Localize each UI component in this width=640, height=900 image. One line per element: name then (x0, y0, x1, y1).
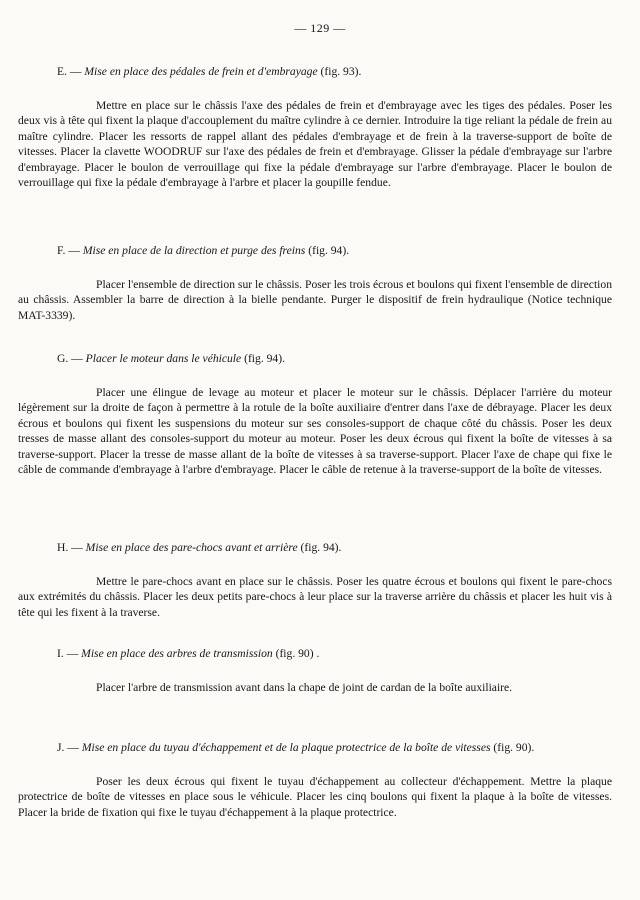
section-heading (18, 741, 612, 755)
section-body: Placer une élingue de levage au moteur et placer le moteur sur le châssis. Déplacer l'arrière du moteur légèrement sur la droite de façon à permettre à la rotule de la boîte auxiliaire d'entrer dans l'axe de débrayage. Placer les deux écrous et boulons qui fixent les suspensions du moteur sur ses consoles-support de chaque côté du châssis. Poser les deux tresses de masse allant des consoles-support du moteur au moteur. Poser les deux écrous qui fixent la boîte de vitesses à sa traverse-support. Placer la tresse de masse allant de la boîte de vitesses à sa traverse-support. Placer l'axe de chape qui fixe le câble de commande d'embrayage à l'arbre d'embrayage. Placer le câble de retenue à la traverse-support de la boîte de vitesses. (18, 386, 612, 477)
section-heading (18, 352, 612, 366)
section-title: Placer le moteur dans le véhicule (85, 352, 242, 365)
section-title: Mise en place des arbres de transmission (81, 647, 273, 660)
section-i (18, 647, 612, 695)
section-title: Mise en place de la direction et purge des freins (82, 244, 306, 257)
page-number: — 129 — (294, 21, 346, 35)
section-letter: H. — (57, 541, 83, 554)
figure-reference: (fig. 94). (244, 352, 285, 365)
section-heading (18, 65, 612, 79)
section-title: Mise en place des pédales de frein et d'embrayage (84, 65, 318, 78)
section-letter: E. — (57, 65, 82, 78)
figure-reference: (fig. 94). (300, 541, 342, 554)
figure-reference: (fig. 90) . (275, 647, 320, 660)
section-title: Mise en place des pare-chocs avant et arrière (85, 541, 298, 554)
section-letter: G. — (57, 352, 83, 365)
figure-reference: (fig. 93). (320, 65, 362, 78)
section-body: Poser les deux écrous qui fixent le tuyau d'échappement au collecteur d'échappement. Mettre la plaque protectrice de boîte de vitesses en place sous le véhicule. Placer les cinq boulons qui fixent la plaque à la boîte de vitesses. Placer la bride de fixation qui fixe le tuyau d'échappement à la plaque protectrice. (18, 775, 612, 819)
section-heading (18, 647, 612, 661)
section-letter: I. — (57, 647, 79, 660)
section-body: Placer l'ensemble de direction sur le châssis. Poser les trois écrous et boulons qui fixent l'ensemble de direction au châssis. Assembler la barre de direction à la bielle pendante. Purger le dispositif de frein hydraulique (Notice technique MAT-3339). (18, 278, 612, 322)
section-letter: J. — (57, 741, 79, 754)
section-g (18, 352, 612, 477)
section-body: Mettre en place sur le châssis l'axe des pédales de frein et d'embrayage avec les tiges des pédales. Poser les deux vis à tête qui fixent la plaque d'accouplement du maître cylindre à ce dernier. Introduire la tige reliant la pédale de frein au maître cylindre. Placer les ressorts de rappel allant des pédales d'embrayage et de frein à la traverse-support de boîte de vitesses. Placer la clavette WOODRUF sur l'axe des pédales de frein et d'embrayage. Glisser la pédale d'embrayage sur l'arbre d'embrayage. Placer le boulon de verrouillage qui fixe la pédale d'embrayage sur l'arbre d'embrayage. Placer le boulon de verrouillage qui fixe la pédale d'embrayage à l'arbre et placer la goupille fendue. (18, 99, 612, 190)
section-e (18, 65, 612, 190)
section-body: Placer l'arbre de transmission avant dans la chape de joint de cardan de la boîte auxiliaire. (96, 681, 513, 694)
section-j (18, 741, 612, 820)
section-letter: F. — (57, 244, 80, 257)
figure-reference: (fig. 94). (308, 244, 350, 257)
section-f (18, 244, 612, 323)
section-heading (18, 244, 612, 258)
section-body: Mettre le pare-chocs avant en place sur le châssis. Poser les quatre écrous et boulons qui fixent le pare-chocs aux extrémités du châssis. Placer les deux petits pare-chocs à leur place sur la traverse arrière du châssis et placer les huit vis à tête qui les fixent à la traverse. (18, 575, 612, 619)
section-title: Mise en place du tuyau d'échappement et de la plaque protectrice de la boîte de vitesses (81, 741, 491, 754)
section-heading (18, 541, 612, 555)
figure-reference: (fig. 90). (493, 741, 535, 754)
section-h (18, 541, 612, 620)
